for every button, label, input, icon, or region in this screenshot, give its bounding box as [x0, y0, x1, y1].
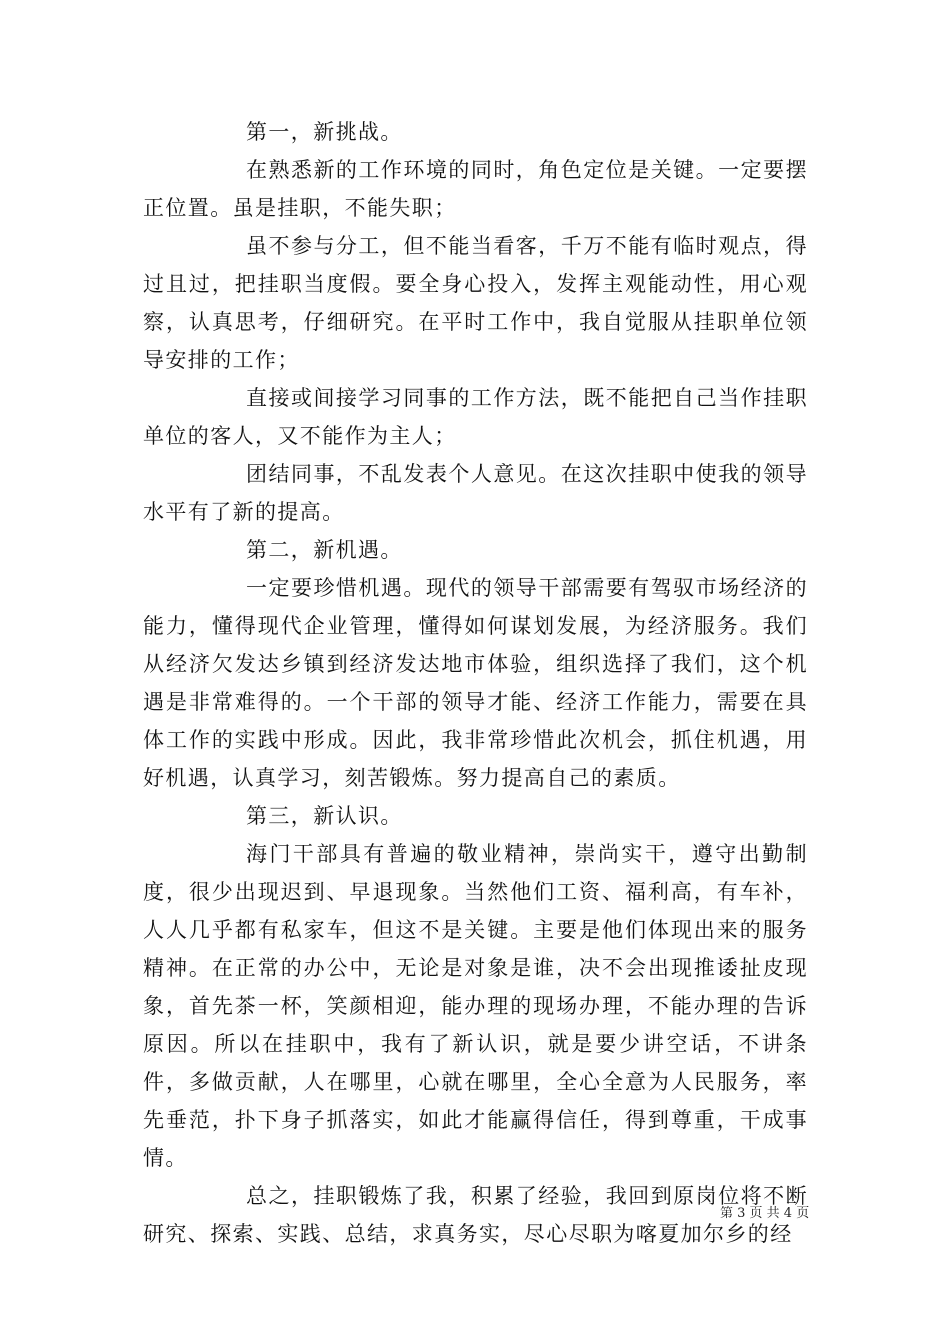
paragraph: 海门干部具有普遍的敬业精神，崇尚实干，遵守出勤制度，很少出现迟到、早退现象。当然他们工资、福利高，有车补，人人几乎都有私家车，但这不是关键。主要是他们体现出来的服务精神。在正常的办公中，无论是对象是谁，决不会出现推诿扯皮现象，首先茶一杯，笑颜相迎，能办理的现场办理，不能办理的告诉原因。所以在挂职中，我有了新认识，就是要少讲空话，不讲条件，多做贡献，人在哪里，心就在哪里，全心全意为人民服务，率先垂范，扑下身子抓落实，如此才能赢得信任，得到尊重，干成事情。 [143, 842, 808, 1170]
heading-opportunity: 第二，新机遇。 [246, 538, 403, 562]
paragraph: 虽不参与分工，但不能当看客，千万不能有临时观点，得过且过，把挂职当度假。要全身心投入，发挥主观能动性，用心观察，认真思考，仔细研究。在平时工作中，我自觉服从挂职单位领导安排的工作； [143, 234, 808, 372]
page-number: 第 3 页 共 4 页 [720, 1206, 810, 1221]
paragraph: 一定要珍惜机遇。现代的领导干部需要有驾驭市场经济的能力，懂得现代企业管理，懂得如何谋划发展，为经济服务。我们从经济欠发达乡镇到经济发达地市体验，组织选择了我们，这个机遇是非常难得的。一个干部的领导才能、经济工作能力，需要在具体工作的实践中形成。因此，我非常珍惜此次机会，抓住机遇，用好机遇，认真学习，刻苦锻炼。努力提高自己的素质。 [143, 576, 808, 790]
paragraph: 总之，挂职锻炼了我，积累了经验，我回到原岗位将不断研究、探索、实践、总结，求真务实，尽心尽职为喀夏加尔乡的经 [143, 1184, 808, 1246]
heading-understanding: 第三，新认识。 [246, 804, 403, 828]
paragraph: 在熟悉新的工作环境的同时，角色定位是关键。一定要摆正位置。虽是挂职，不能失职； [143, 158, 808, 220]
document-body [143, 113, 808, 1253]
paragraph: 直接或间接学习同事的工作方法，既不能把自己当作挂职单位的客人，又不能作为主人； [143, 386, 808, 448]
heading-challenge: 第一，新挑战。 [246, 120, 403, 144]
paragraph: 团结同事，不乱发表个人意见。在这次挂职中使我的领导水平有了新的提高。 [143, 462, 808, 524]
